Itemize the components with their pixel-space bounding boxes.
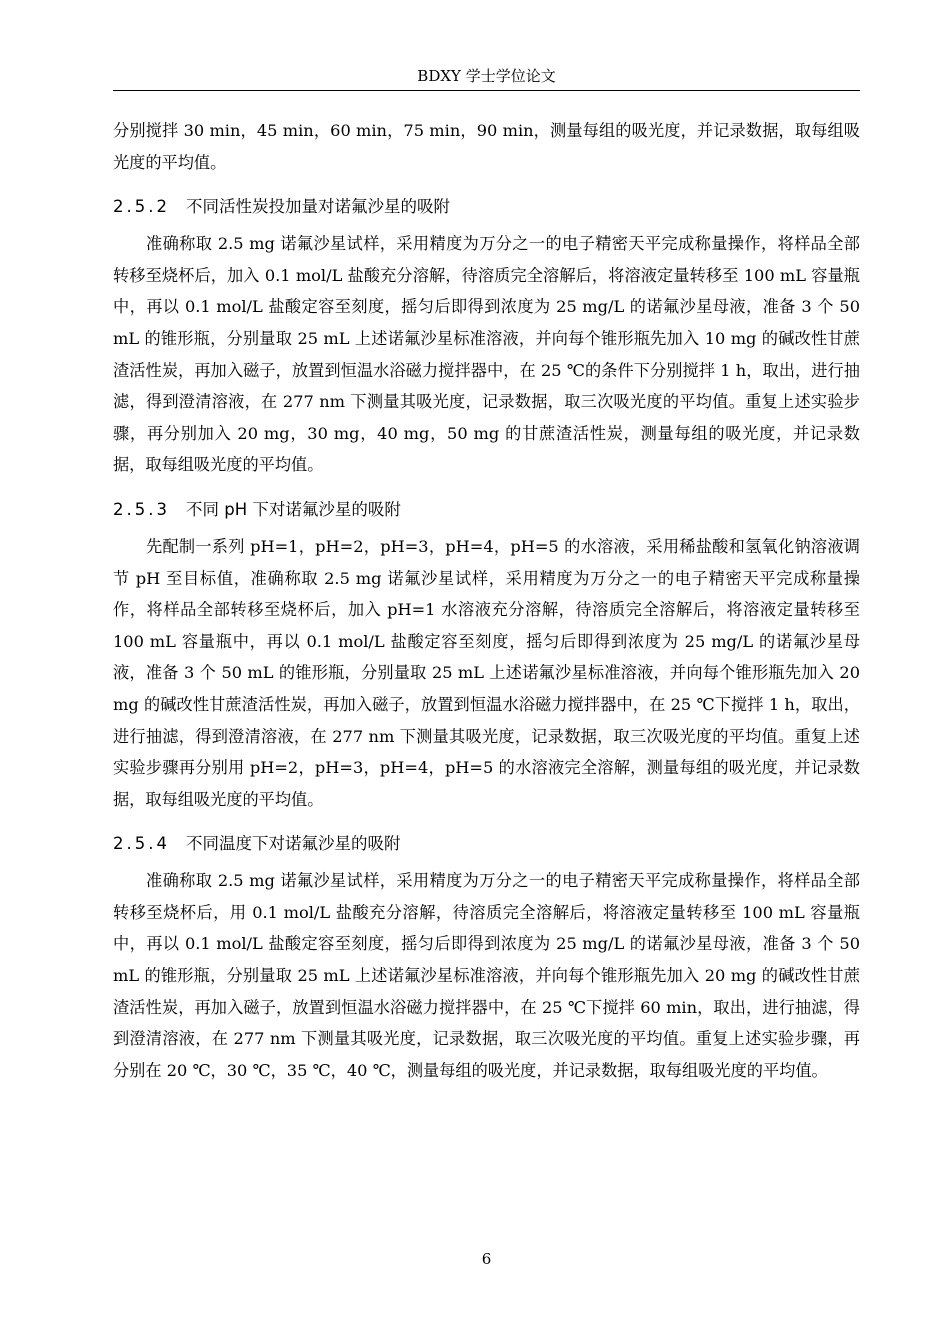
header-rule (113, 90, 860, 91)
section-heading (113, 834, 860, 854)
section-number: 2.5.3 (113, 499, 170, 519)
section-2-5-4 (113, 834, 860, 1086)
section-paragraph: 先配制一系列 pH=1，pH=2，pH=3，pH=4，pH=5 的水溶液，采用稀盐酸和氢氧化钠溶液调节 pH 至目标值，准确称取 2.5 mg 诺氟沙星试样，采用精度为万分之一的电子精密天平完成称量操作，将样品全部转移至烧杯后，加入 pH=1 水溶液充分溶解，待溶质完全溶解后，将溶液定量转移至 100 mL 容量瓶中，再以 0.1 mol/L 盐酸定容至刻度，摇匀后即得到浓度为 25 mg/L 的诺氟沙星母液，准备 3 个 50 mL 的锥形瓶，分别量取 25 mL 上述诺氟沙星标准溶液，并向每个锥形瓶先加入 20 mg 的碱改性甘蔗渣活性炭，再加入磁子，放置到恒温水浴磁力搅拌器中，在 25 ℃下搅拌 1 h，取出，进行抽滤，得到澄清溶液，在 277 nm 下测量其吸光度，记录数据，取三次吸光度的平均值。重复上述实验步骤再分别用 pH=2，pH=3，pH=4，pH=5 的水溶液完全溶解，测量每组的吸光度，并记录数据，取每组吸光度的平均值。 (113, 536, 860, 809)
section-title: 不同 pH 下对诺氟沙星的吸附 (185, 499, 401, 519)
section-number: 2.5.4 (113, 834, 170, 854)
section-title: 不同温度下对诺氟沙星的吸附 (185, 834, 401, 854)
section-2-5-2 (113, 197, 860, 481)
document-body (113, 115, 860, 1086)
running-header: BDXY 学士学位论文 (417, 67, 556, 85)
section-heading (113, 500, 860, 520)
section-paragraph: 准确称取 2.5 mg 诺氟沙星试样，采用精度为万分之一的电子精密天平完成称量操作，将样品全部转移至烧杯后，加入 0.1 mol/L 盐酸充分溶解，待溶质完全溶解后，将溶液定量转移至 100 mL 容量瓶中，再以 0.1 mol/L 盐酸定容至刻度，摇匀后即得到浓度为 25 mg/L 的诺氟沙星母液，准备 3 个 50 mL 的锥形瓶，分别量取 25 mL 上述诺氟沙星标准溶液，并向每个锥形瓶先加入 10 mg 的碱改性甘蔗渣活性炭，再加入磁子，放置到恒温水浴磁力搅拌器中，在 25 ℃的条件下分别搅拌 1 h，取出，进行抽滤，得到澄清溶液，在 277 nm 下测量其吸光度，记录数据，取三次吸光度的平均值。重复上述实验步骤，再分别加入 20 mg，30 mg，40 mg，50 mg 的甘蔗渣活性炭，测量每组的吸光度，并记录数据，取每组吸光度的平均值。 (113, 234, 860, 475)
section-2-5-3 (113, 500, 860, 815)
section-title: 不同活性炭投加量对诺氟沙星的吸附 (185, 197, 450, 217)
intro-paragraph: 分别搅拌 30 min，45 min，60 min，75 min，90 min，测量每组的吸光度，并记录数据，取每组吸光度的平均值。 (113, 121, 860, 172)
section-paragraph: 准确称取 2.5 mg 诺氟沙星试样，采用精度为万分之一的电子精密天平完成称量操作，将样品全部转移至烧杯后，用 0.1 mol/L 盐酸充分溶解，待溶质完全溶解后，将溶液定量转移至 100 mL 容量瓶中，再以 0.1 mol/L 盐酸定容至刻度，摇匀后即得到浓度为 25 mg/L 的诺氟沙星母液，准备 3 个 50 mL 的锥形瓶，分别量取 25 mL 上述诺氟沙星标准溶液，并向每个锥形瓶先加入 20 mg 的碱改性甘蔗渣活性炭，再加入磁子，放置到恒温水浴磁力搅拌器中，在 25 ℃下搅拌 60 min，取出，进行抽滤，得到澄清溶液，在 277 nm 下测量其吸光度，记录数据，取三次吸光度的平均值。重复上述实验步骤，再分别在 20 ℃，30 ℃，35 ℃，40 ℃，测量每组的吸光度，并记录数据，取每组吸光度的平均值。 (113, 871, 860, 1080)
section-heading (113, 197, 860, 217)
section-number: 2.5.2 (113, 197, 170, 217)
page-number: 6 (481, 1250, 492, 1268)
